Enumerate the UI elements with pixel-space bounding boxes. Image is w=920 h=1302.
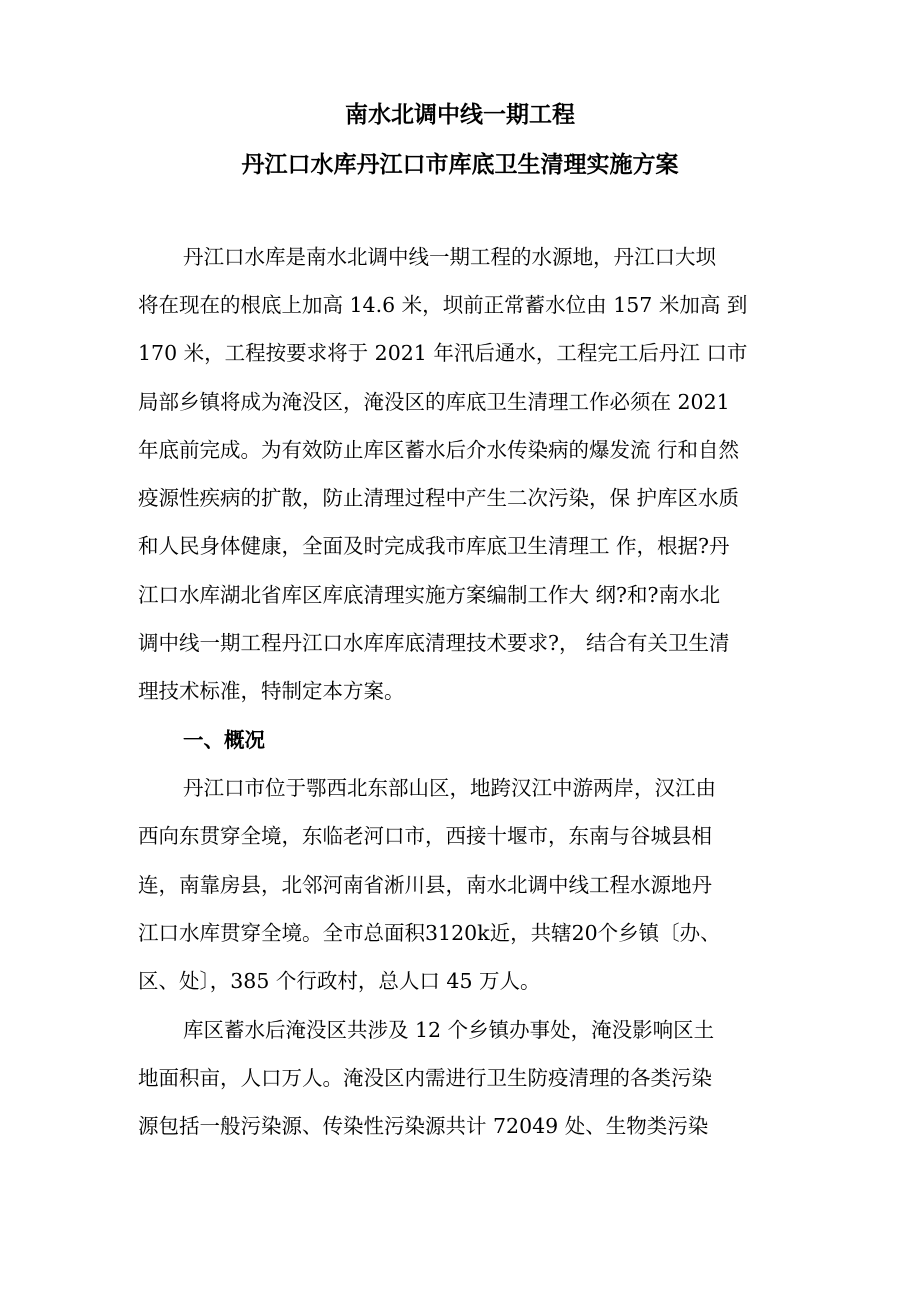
paragraph-1-line: 将在现在的根底上加高 14.6 米，坝前正常蓄水位由 157 米加高 到	[138, 293, 748, 317]
paragraph-1-line: 年底前完成。为有效防止库区蓄水后介水传染病的爆发流 行和自然	[138, 438, 740, 462]
paragraph-2-line: 连，南靠房县，北邻河南省淅川县，南水北调中线工程水源地丹	[138, 873, 712, 897]
paragraph-1-line: 疫源性疾病的扩散，防止清理过程中产生二次污染，保 护库区水质	[138, 486, 740, 510]
section-heading: 一、概况	[183, 728, 265, 752]
paragraph-1-line: 调中线一期工程丹江口水库库底清理技术要求?， 结合有关卫生清	[138, 631, 730, 655]
document-title-line-1: 南水北调中线一期工程	[345, 102, 575, 128]
paragraph-1-line: 理技术标准，特制定本方案。	[138, 679, 405, 703]
paragraph-2-line: 江口水库贯穿全境。全市总面积3120k近，共辖20个乡镇〔办、	[138, 921, 721, 945]
paragraph-3-line: 地面积亩，人口万人。淹没区内需进行卫生防疫清理的各类污染	[138, 1066, 712, 1090]
paragraph-2-line: 区、处〕，385 个行政村，总人口 45 万人。	[138, 969, 541, 993]
paragraph-2-line: 丹江口市位于鄂西北东部山区，地跨汉江中游两岸，汉江由	[183, 776, 716, 800]
paragraph-3-line: 库区蓄水后淹没区共涉及 12 个乡镇办事处，淹没影响区土	[183, 1018, 715, 1042]
paragraph-1-line: 170 米，工程按要求将于 2021 年汛后通水，工程完工后丹江 口市	[138, 341, 748, 365]
paragraph-1-line: 丹江口水库是南水北调中线一期工程的水源地，丹江口大坝	[183, 245, 716, 269]
document-title-line-2: 丹江口水库丹江口市库底卫生清理实施方案	[241, 152, 679, 178]
paragraph-1-line: 局部乡镇将成为淹没区，淹没区的库底卫生清理工作必须在 2021	[138, 390, 730, 414]
paragraph-2-line: 西向东贯穿全境，东临老河口市，西接十堰市，东南与谷城县相	[138, 824, 712, 848]
paragraph-1-line: 和人民身体健康，全面及时完成我市库底卫生清理工 作，根据?丹	[138, 534, 730, 558]
paragraph-1-line: 江口水库湖北省库区库底清理实施方案编制工作大 纲?和?南水北	[138, 583, 720, 607]
paragraph-3-line: 源包括一般污染源、传染性污染源共计 72049 处、生物类污染	[138, 1114, 709, 1138]
